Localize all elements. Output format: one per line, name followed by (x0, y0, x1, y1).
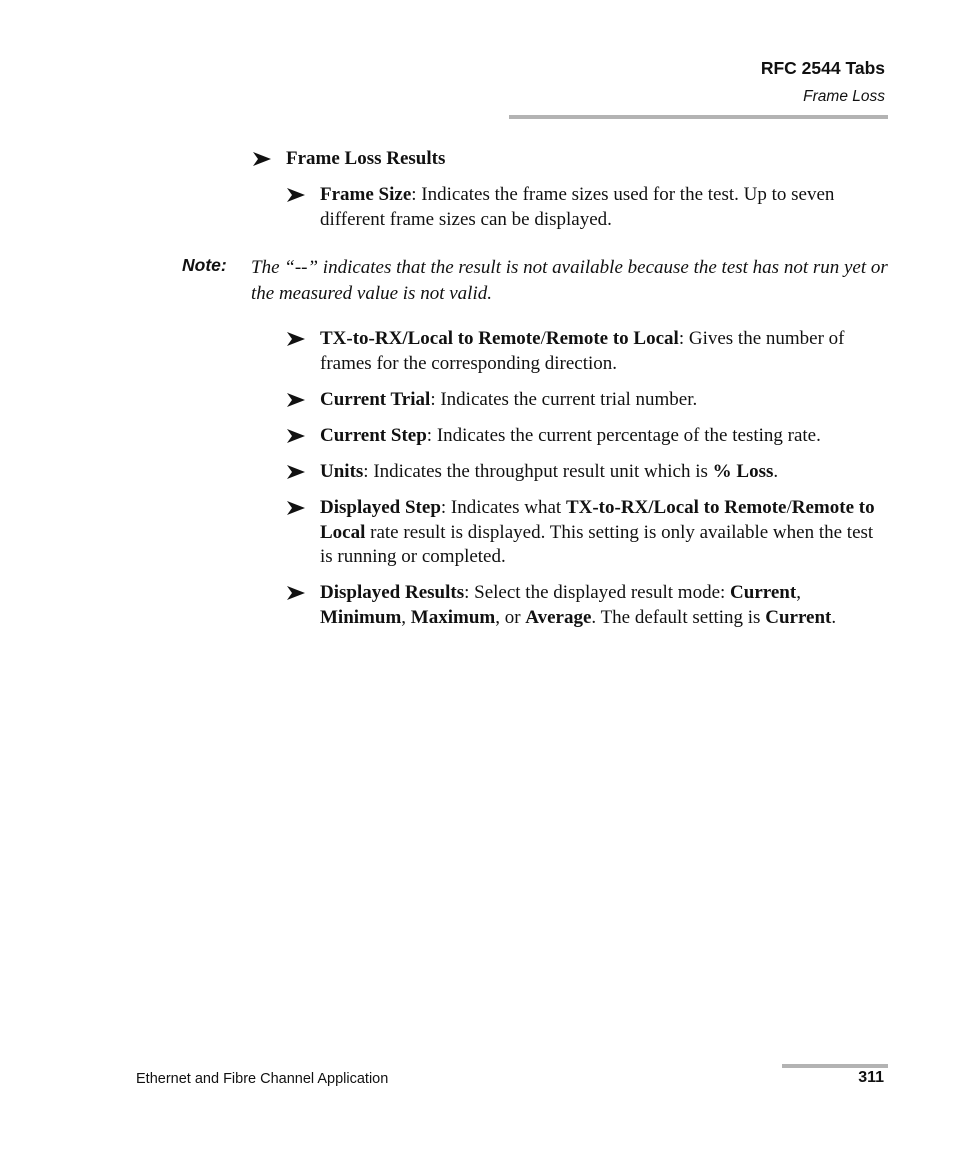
description: : Indicates what (440, 497, 566, 518)
punctuation: , (796, 582, 801, 603)
description: : Indicates the current trial number. (430, 389, 698, 410)
page-number: 311 (858, 1069, 884, 1086)
section-heading-item (286, 147, 886, 172)
description: . The default setting is (591, 606, 766, 628)
punctuation: , (401, 606, 411, 628)
arrowhead-bullet-icon (286, 391, 306, 409)
list-item-text (320, 581, 890, 630)
list-item-displayed-step (320, 496, 890, 570)
description: : Indicates the frame sizes used for the test. Up to seven different frame sizes can be displayed. (320, 184, 835, 230)
list-item-text (320, 424, 890, 449)
running-header-subtitle: Frame Loss (803, 88, 885, 105)
option: Minimum (320, 606, 402, 628)
description: : Indicates the current percentage of the testing rate. (426, 425, 821, 446)
arrowhead-bullet-icon (286, 499, 306, 517)
list-item-text (320, 327, 890, 376)
arrowhead-bullet-icon (286, 463, 306, 481)
list-item-text (320, 460, 890, 485)
list-item-text (320, 496, 890, 570)
unit-value: % Loss (712, 461, 774, 482)
list-item-text (320, 183, 890, 232)
header-rule (509, 115, 888, 119)
arrowhead-bullet-icon (286, 186, 306, 204)
option: Current (730, 582, 797, 603)
footer-rule (782, 1064, 888, 1068)
footer-document-title: Ethernet and Fibre Channel Application (136, 1071, 389, 1087)
list-item-current-trial (320, 388, 890, 413)
arrowhead-bullet-icon (286, 584, 306, 602)
option: Maximum (410, 606, 496, 628)
note-label: Note: (182, 255, 227, 275)
list-item-units (320, 460, 890, 485)
note-text: The “--” indicates that the result is not available because the test has not run yet or the measured value is not valid. (251, 257, 888, 304)
description: : Indicates the throughput result unit which is (363, 461, 713, 482)
default-value: Current (765, 606, 832, 628)
term: TX-to-RX/Local to Remote (320, 328, 541, 349)
option: Average (525, 606, 592, 628)
arrowhead-bullet-icon (252, 150, 272, 168)
reference: Remote to Local (320, 497, 875, 543)
punctuation: . (773, 461, 779, 482)
punctuation: , or (495, 606, 526, 628)
section-heading: Frame Loss Results (286, 148, 446, 169)
running-header-title: RFC 2544 Tabs (760, 58, 885, 78)
list-item-current-step (320, 424, 890, 449)
punctuation: . (831, 606, 837, 628)
list-item-displayed-results (320, 581, 890, 630)
reference: TX-to-RX/Local to Remote (565, 497, 787, 518)
term: Remote to Local (545, 328, 679, 349)
term: Current Step (320, 425, 427, 446)
description: : Select the displayed result mode: (464, 582, 731, 603)
description: : Gives the number of frames for the corresponding direction. (320, 328, 845, 374)
list-item-tx-rx (320, 327, 890, 376)
separator: / (786, 497, 792, 518)
arrowhead-bullet-icon (286, 427, 306, 445)
term: Displayed Results (320, 582, 465, 603)
term: Displayed Step (320, 497, 441, 518)
list-item-text (320, 388, 890, 413)
arrowhead-bullet-icon (286, 330, 306, 348)
description: rate result is displayed. This setting is only available when the test is running or completed. (320, 521, 874, 567)
list-item-frame-size (320, 183, 890, 232)
term: Units (320, 461, 364, 482)
term: Frame Size (320, 184, 412, 205)
separator: / (540, 328, 546, 349)
term: Current Trial (320, 389, 431, 410)
